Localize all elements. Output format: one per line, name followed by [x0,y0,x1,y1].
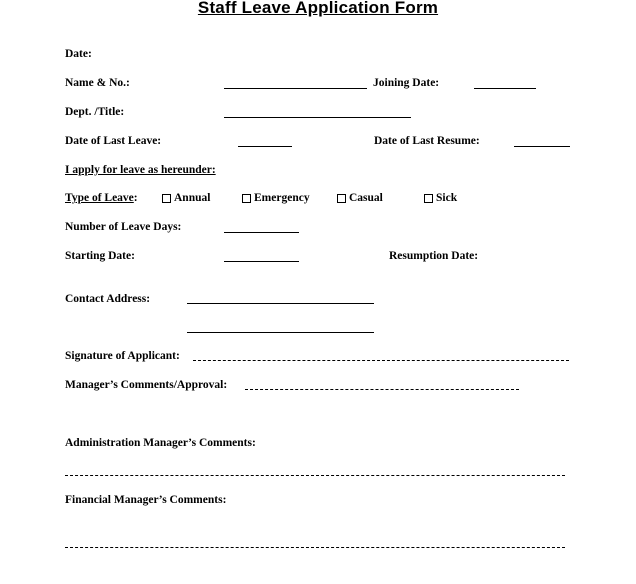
sick-checkbox[interactable] [424,194,433,203]
emergency-checkbox[interactable] [242,194,251,203]
admin-comments-label: Administration Manager’s Comments: [65,437,256,449]
name-label: Name & No.: [65,77,130,89]
casual-checkbox[interactable] [337,194,346,203]
date-label: Date: [65,48,92,60]
type-of-leave-text: Type of Leave [65,192,134,204]
joining-date-field-line[interactable] [474,88,536,89]
sick-label: Sick [436,192,458,204]
annual-checkbox[interactable] [162,194,171,203]
form-title: Staff Leave Application Form [197,0,439,17]
apply-heading: I apply for leave as hereunder: [65,164,216,176]
num-days-label: Number of Leave Days: [65,221,182,233]
contact-address-line-2[interactable] [187,332,374,333]
name-field-line[interactable] [224,88,367,89]
starting-date-label: Starting Date: [65,250,135,262]
type-of-leave-colon: : [133,192,138,204]
resumption-date-label: Resumption Date: [389,250,479,262]
num-days-field-line[interactable] [224,232,299,233]
last-leave-field-line[interactable] [238,146,292,147]
contact-address-line-1[interactable] [187,303,374,304]
emergency-label: Emergency [254,192,310,204]
last-leave-label: Date of Last Leave: [65,135,162,147]
signature-label: Signature of Applicant: [65,350,180,362]
manager-comments-field-line[interactable] [245,389,519,390]
dept-label: Dept. /Title: [65,106,125,118]
financial-comments-field-line[interactable] [65,547,565,548]
contact-address-label: Contact Address: [65,293,151,305]
last-resume-field-line[interactable] [514,146,570,147]
annual-label: Annual [174,192,211,204]
type-of-leave-label [65,191,138,205]
financial-comments-label: Financial Manager’s Comments: [65,494,227,506]
starting-date-field-line[interactable] [224,261,299,262]
signature-field-line[interactable] [193,360,569,361]
joining-date-label: Joining Date: [373,77,440,89]
manager-comments-label: Manager’s Comments/Approval: [65,379,228,391]
last-resume-label: Date of Last Resume: [374,135,480,147]
casual-label: Casual [349,192,383,204]
dept-field-line[interactable] [224,117,411,118]
admin-comments-field-line[interactable] [65,475,565,476]
